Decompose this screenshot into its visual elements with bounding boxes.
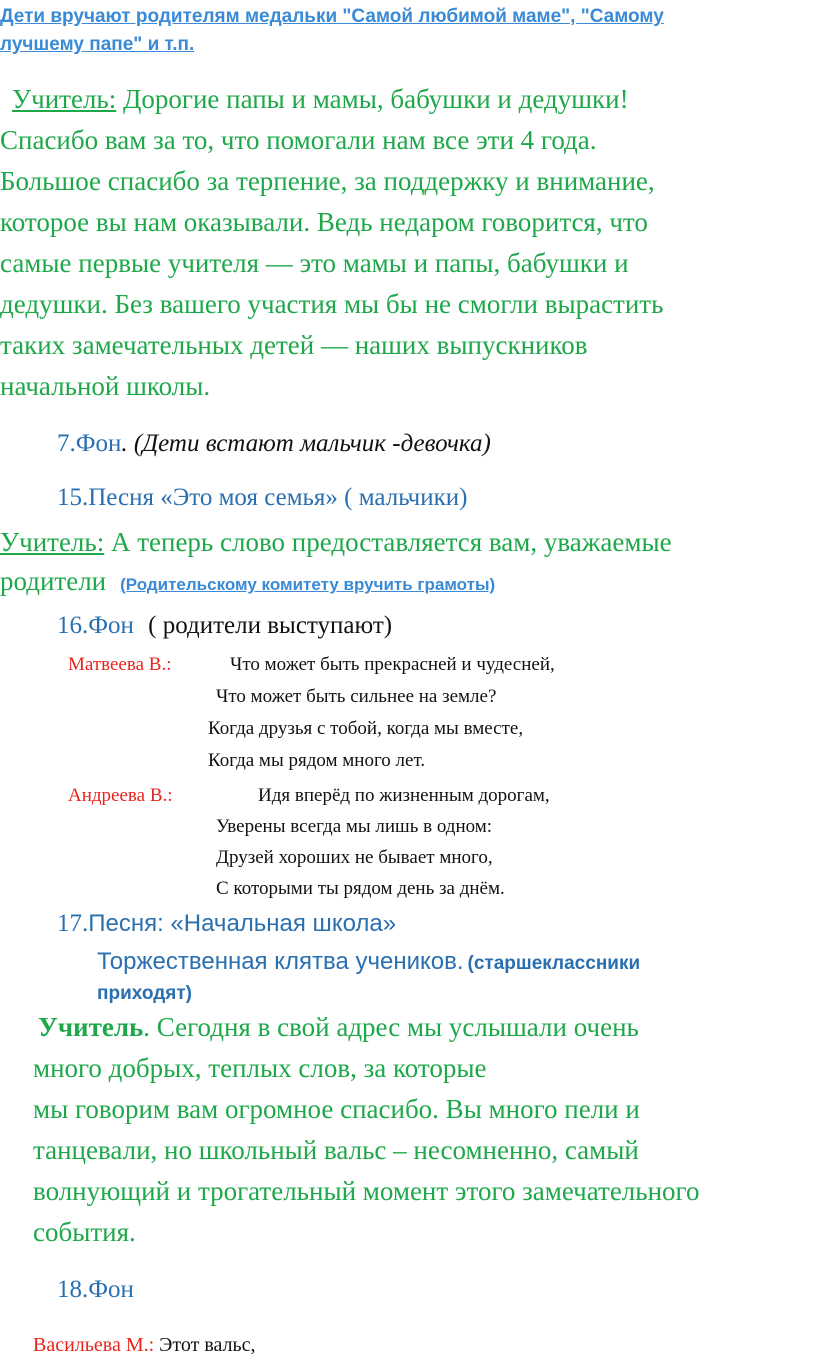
teacher-speech-3-line-3: мы говорим вам огромное спасибо. Вы много пели и <box>33 1094 640 1124</box>
poem-1-speaker: Матвеева В.: <box>68 654 172 675</box>
poem-2-speaker: Андреева В.: <box>68 785 173 806</box>
heading-line-1: Дети вручают родителям медальки "Самой любимой маме", "Самому <box>0 6 664 27</box>
item-label: Песня «Это моя семья» <box>88 484 338 511</box>
teacher-speech-1-line-5: самые первые учителя — это мамы и папы, бабушки и <box>0 248 629 278</box>
heading-line-2: лучшему папе" и т.п. <box>0 34 195 55</box>
speech-text: Дорогие папы и мамы, бабушки и дедушки! <box>122 84 629 114</box>
last-line <box>33 1334 256 1357</box>
poem-2-line-2: Уверены всегда мы лишь в одном: <box>216 816 493 837</box>
item-note: ( родители выступают) <box>148 612 393 639</box>
item-7 <box>57 430 491 458</box>
speaker-label: Васильева М.: <box>33 1334 155 1356</box>
item-number: 17. <box>57 910 89 937</box>
teacher-speech-3-line-5: волнующий и трогательный момент этого замечательного <box>33 1176 700 1206</box>
item-number: 7. <box>57 430 76 457</box>
speaker-label: Учитель: <box>12 84 117 114</box>
speech-text: Этот вальс, <box>159 1334 256 1356</box>
item-17 <box>57 910 396 938</box>
item-label: Фон <box>75 430 122 457</box>
teacher-speech-3-line-1 <box>38 1012 639 1043</box>
item-label: Фон <box>88 1276 134 1303</box>
teacher-speech-1-line-2: Спасибо вам за то, что помогали нам все эти 4 года. <box>0 125 597 155</box>
teacher-speech-1-line-8: начальной школы. <box>0 371 211 401</box>
poem-1-line-3: Когда друзья с тобой, когда мы вместе, <box>208 718 524 739</box>
item-subtitle: Торжественная клятва учеников. <box>97 948 464 975</box>
teacher-speech-2-line-2 <box>0 566 495 597</box>
item-note: ( мальчики) <box>344 484 468 511</box>
item-17-note-2: приходят) <box>97 983 192 1004</box>
item-16 <box>57 612 392 640</box>
item-15 <box>57 484 468 512</box>
poem-2-line-1: Идя вперёд по жизненным дорогам, <box>258 785 550 806</box>
poem-2-line-3: Друзей хороших не бывает много, <box>216 847 493 868</box>
teacher-speech-2-line-1 <box>0 527 672 558</box>
item-note: (старшеклассники <box>467 953 641 974</box>
teacher-speech-1-line-3: Большое спасибо за терпение, за поддержку и внимание, <box>0 166 655 196</box>
poem-1-line-2: Что может быть сильнее на земле? <box>216 686 497 707</box>
poem-1-line-4: Когда мы рядом много лет. <box>208 750 426 771</box>
teacher-speech-3-line-2: много добрых, теплых слов, за которые <box>33 1053 487 1083</box>
teacher-speech-1-line-7: таких замечательных детей — наших выпускников <box>0 330 588 360</box>
stage-note: (Родительскому комитету вручить грамоты) <box>120 575 496 594</box>
item-note: . (Дети встают мальчик -девочка) <box>121 430 491 457</box>
teacher-speech-3-line-4: танцевали, но школьный вальс – несомненно, самый <box>33 1135 639 1165</box>
speaker-label: Учитель: <box>0 527 105 557</box>
speech-text: родители <box>0 566 107 596</box>
speaker-label: Учитель <box>38 1012 144 1042</box>
poem-1-line-1: Что может быть прекрасней и чудесней, <box>230 654 555 675</box>
teacher-speech-1-line-6: дедушки. Без вашего участия мы бы не смогли вырастить <box>0 289 664 319</box>
item-number: 15. <box>57 484 89 511</box>
item-number: 16. <box>57 612 89 639</box>
speech-text: А теперь слово предоставляется вам, уважаемые <box>110 527 672 557</box>
teacher-speech-3-line-6: события. <box>33 1217 136 1247</box>
item-number: 18. <box>57 1276 89 1303</box>
teacher-speech-1-line-1 <box>0 84 629 115</box>
item-18 <box>57 1276 134 1304</box>
item-17-subtitle-line <box>97 948 640 976</box>
teacher-speech-1-line-4: которое вы нам оказывали. Ведь недаром говорится, что <box>0 207 648 237</box>
poem-2-line-4: С которыми ты рядом день за днём. <box>216 878 505 899</box>
speech-text: . Сегодня в свой адрес мы услышали очень <box>143 1012 639 1042</box>
item-label: Песня: «Начальная школа» <box>88 910 397 937</box>
item-label: Фон <box>88 612 134 639</box>
